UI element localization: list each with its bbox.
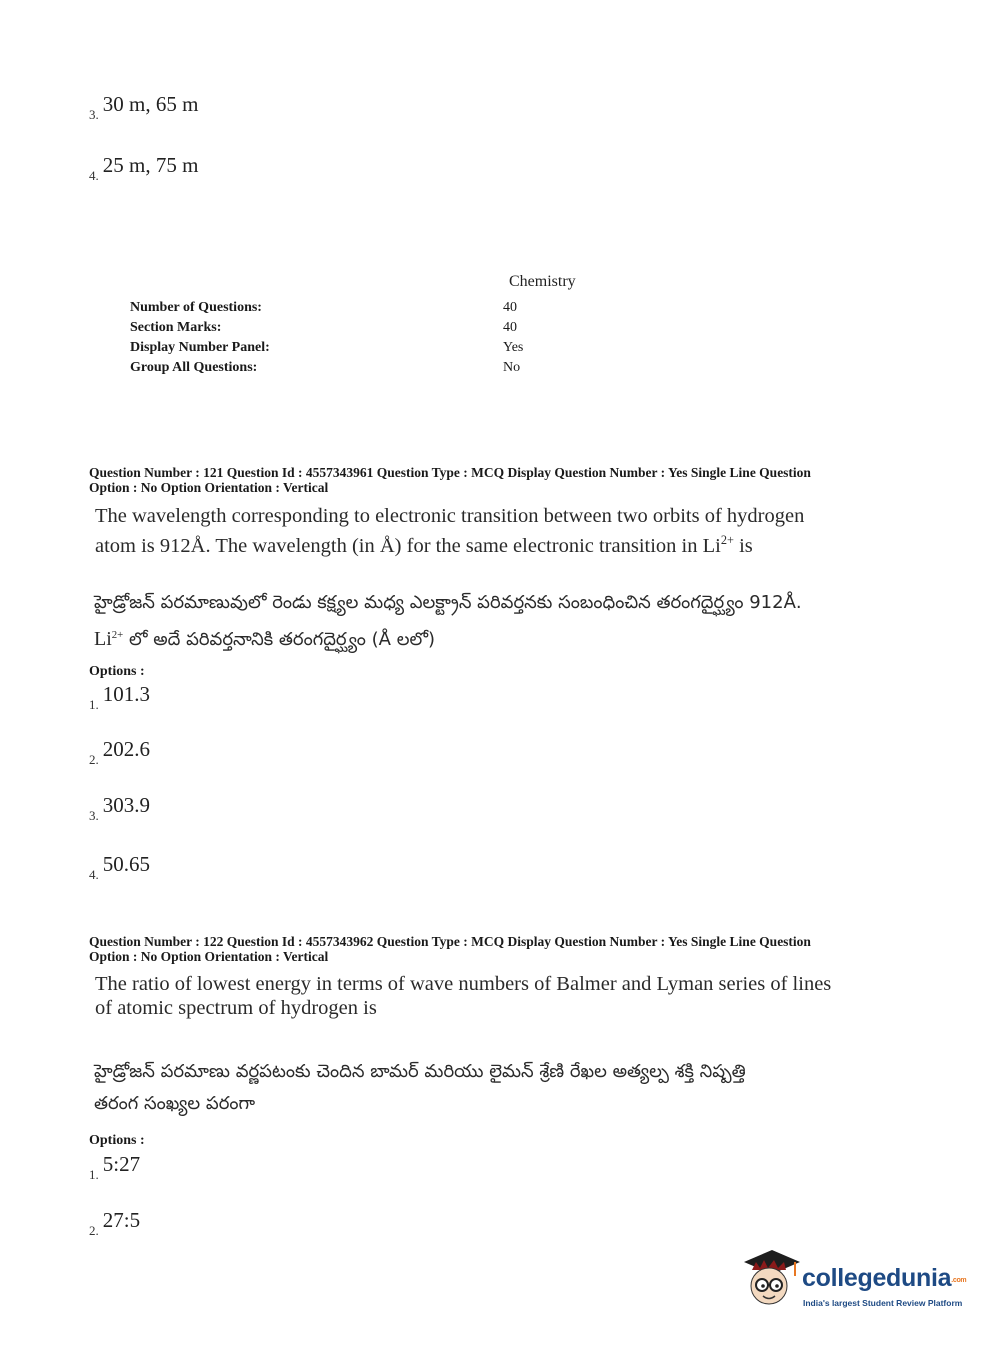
option-number: 3. — [89, 808, 99, 823]
question-text-telugu-line: హైడ్రోజన్ పరమాణువులో రెండు కక్ష్యల మధ్య ఎలక్ట్రాన్ పరివర్తనకు సంబంధించిన తరంగదైర్ఘ్యం 912Å. — [94, 592, 802, 613]
option-item[interactable] — [89, 1208, 141, 1238]
options-label: Options : — [89, 1133, 145, 1148]
logo-tagline: India's largest Student Review Platform — [803, 1298, 963, 1308]
section-info-row — [130, 360, 630, 380]
option-value: 202.6 — [102, 737, 150, 761]
question-meta-line: Option : No Option Orientation : Vertical — [89, 949, 329, 964]
question-meta-line: Option : No Option Orientation : Vertical — [89, 480, 329, 495]
section-info-key: Group All Questions: — [130, 360, 258, 375]
question-text-line: atom is 912Å. The wavelength (in Å) for the same electronic transition in $Li^{2+}$ is — [95, 533, 753, 557]
question-text-line: The ratio of lowest energy in terms of wave numbers of Balmer and Lyman series of lines — [95, 973, 832, 995]
question-text-telugu — [94, 1056, 874, 1120]
option-item[interactable] — [89, 682, 150, 712]
question-meta-line: Question Number : 122 Question Id : 4557343962 Question Type : MCQ Display Question Number : Yes Single Line Question — [89, 934, 811, 949]
option-value: 25 m, 75 m — [102, 153, 199, 177]
option-number: 4. — [89, 168, 99, 183]
option-number: 1. — [89, 1167, 99, 1182]
question-text-telugu — [94, 587, 874, 656]
question-text-line: of atomic spectrum of hydrogen is — [95, 997, 377, 1019]
question-text — [95, 504, 875, 558]
question-text-telugu-line: తరంగ సంఖ్యల పరంగా — [94, 1093, 256, 1114]
section-info-value: 40 — [503, 320, 517, 335]
section-info-value: No — [503, 360, 521, 375]
option-item — [89, 92, 199, 122]
section-info-value: Yes — [503, 340, 524, 355]
section-info-key: Display Number Panel: — [130, 340, 270, 355]
option-value: 101.3 — [102, 682, 150, 706]
section-info-value: 40 — [503, 300, 517, 315]
question-text-telugu-line: హైడ్రోజన్ పరమాణు వర్ణపటంకు చెందిన బామర్ మరియు లైమన్ శ్రేణి రేఖల అత్యల్ప శక్తి నిష్పత్తి — [94, 1061, 746, 1082]
options-label: Options : — [89, 664, 145, 679]
option-number: 2. — [89, 752, 99, 767]
option-number: 3. — [89, 107, 99, 122]
question-text — [95, 972, 875, 1020]
question-meta-line: Question Number : 121 Question Id : 4557343961 Question Type : MCQ Display Question Number : Yes Single Line Question — [89, 465, 811, 480]
option-value: 30 m, 65 m — [102, 92, 199, 116]
option-value: 5:27 — [102, 1152, 141, 1176]
mascot-icon — [742, 1246, 802, 1312]
option-item[interactable] — [89, 793, 150, 823]
option-number: 1. — [89, 697, 99, 712]
option-item[interactable] — [89, 1152, 141, 1182]
option-item[interactable] — [89, 852, 150, 882]
section-info-row — [130, 300, 630, 320]
option-value: 27:5 — [102, 1208, 141, 1232]
logo-wordmark: collegedunia.com — [802, 1264, 967, 1292]
option-number: 4. — [89, 867, 99, 882]
option-value: 50.65 — [102, 852, 150, 876]
option-value: 303.9 — [102, 793, 150, 817]
section-info-row — [130, 340, 630, 360]
question-text-line: The wavelength corresponding to electronic transition between two orbits of hydrogen — [95, 505, 805, 527]
section-info-key: Number of Questions: — [130, 300, 262, 315]
question-meta — [89, 465, 889, 495]
section-title: Chemistry — [509, 273, 576, 290]
option-number: 2. — [89, 1223, 99, 1238]
section-info-row — [130, 320, 630, 340]
collegedunia-logo — [742, 1246, 972, 1316]
section-info-key: Section Marks: — [130, 320, 222, 335]
question-meta — [89, 934, 889, 964]
option-item[interactable] — [89, 737, 150, 767]
question-text-telugu-line: $Li^{2+}$ లో అదే పరివర్తనానికి తరంగదైర్ఘ్యం (Å లలో) — [94, 628, 436, 650]
option-item — [89, 153, 199, 183]
